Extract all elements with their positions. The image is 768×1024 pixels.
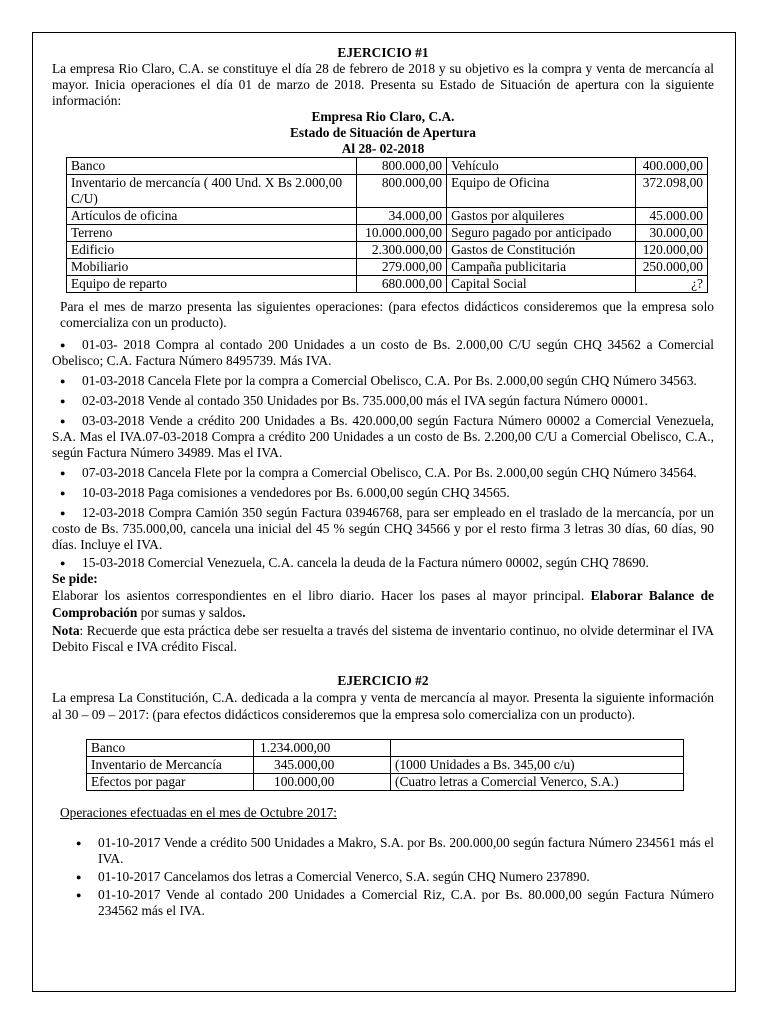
account-name: Banco [87,740,254,757]
account-name: Equipo de reparto [67,276,357,293]
march-intro: Para el mes de marzo presenta las siguientes operaciones: (para efectos didácticos consideremos que la empresa solo comercializa con un producto). [60,299,714,330]
statement-title: Estado de Situación de Apertura [290,125,476,140]
se-pide-emphasis: Elaborar Balance de Comprobación [52,588,714,620]
list-item: ● 02-03-2018 Vende al contado 350 Unidades por Bs. 735.000,00 más el IVA según factura Número 00001. [52,393,714,409]
account-amount: ¿? [636,276,708,293]
account-name: Inventario de mercancía ( 400 Und. X Bs 2.000,00 C/U) [67,175,357,208]
account-name: Gastos por alquileres [447,208,636,225]
se-pide-tail: por sumas y saldos [137,605,243,620]
list-item: ● 01-03-2018 Cancela Flete por la compra a Comercial Obelisco, C.A. Por Bs. 2.000,00 según CHQ Número 34563. [52,373,714,389]
account-amount: 120.000,00 [636,242,708,259]
initial-info-table [86,739,684,791]
opening-balance-table [66,157,708,293]
account-amount: 10.000.000,00 [357,225,447,242]
nota-text: : Recuerde que esta práctica debe ser resuelta a través del sistema de inventario continuo, no olvide determinar el IVA Debito Fiscal e IVA crédito Fiscal. [52,623,714,654]
account-note: (1000 Unidades a Bs. 345,00 c/u) [391,757,684,774]
account-amount: 800.000,00 [357,158,447,175]
exercise-1-intro: La empresa Rio Claro, C.A. se constituye el día 28 de febrero de 2018 y su objetivo es la compra y venta de mercancía al mayor. Inicia operaciones el día 01 de marzo de 2018. Presenta su Estado de Situación de apertura con la siguiente información: [52,61,714,108]
list-item: ● 12-03-2018 Compra Camión 350 según Factura 03946768, para ser empleado en el traslado de la mercancía, por un costo de Bs. 735.000,00, cancela una inicial del 45 % según CHQ 34566 y por el resto firma 3 letras 30 días, 60 días, 90 días. Incluye el IVA. [52,505,714,553]
october-ops-title: Operaciones efectuadas en el mes de Octubre 2017: [60,805,337,820]
account-name: Edificio [67,242,357,259]
account-amount: 345.000,00 [254,757,391,774]
se-pide-body: Elaborar los asientos correspondientes en el libro diario. Hacer los pases al mayor principal. [52,588,585,603]
account-note: (Cuatro letras a Comercial Venerco, S.A.) [391,774,684,791]
exercise-2-intro: La empresa La Constitución, C.A. dedicada a la compra y venta de mercancía al mayor. Presenta la siguiente información al 30 – 09 – 2017: (para efectos didácticos consideremos que la empresa solo comercializa con un producto). [52,690,714,722]
account-amount: 250.000,00 [636,259,708,276]
list-item: ● 03-03-2018 Vende a crédito 200 Unidades a Bs. 420.000,00 según Factura Número 00002 a Comercial Venezuela, S.A. Mas el IVA.07-03-2018 Compra a crédito 200 Unidades a un costo de Bs. 2.200,00 C/U a Comercial Obelisco, C.A., según Factura Número 34989. Mas el IVA. [52,413,714,461]
march-operations-list [52,337,714,571]
account-name: Banco [67,158,357,175]
table-row [67,276,708,293]
nota [52,623,714,655]
account-amount: 100.000,00 [254,774,391,791]
account-name: Vehículo [447,158,636,175]
account-name: Gastos de Constitución [447,242,636,259]
october-operations-list [52,835,714,919]
account-amount: 34.000,00 [357,208,447,225]
table-row [67,225,708,242]
account-note [391,740,684,757]
list-item: ● 07-03-2018 Cancela Flete por la compra a Comercial Obelisco, C.A. Por Bs. 2.000,00 según CHQ Número 34564. [52,465,714,481]
account-amount: 2.300.000,00 [357,242,447,259]
account-name: Efectos por pagar [87,774,254,791]
account-name: Seguro pagado por anticipado [447,225,636,242]
account-name: Artículos de oficina [67,208,357,225]
account-amount: 400.000,00 [636,158,708,175]
account-amount: 680.000,00 [357,276,447,293]
table-row [67,242,708,259]
account-amount: 1.234.000,00 [254,740,391,757]
nota-label: Nota [52,623,80,638]
table-row [67,158,708,175]
list-item: ● 01-03- 2018 Compra al contado 200 Unidades a un costo de Bs. 2.000,00 C/U según CHQ 34562 a Comercial Obelisco; C.A. Factura Número 8495739. Más IVA. [52,337,714,369]
account-amount: 45.000.00 [636,208,708,225]
se-pide-label: Se pide: [52,571,98,586]
account-name: Terreno [67,225,357,242]
account-amount: 279.000,00 [357,259,447,276]
account-name: Mobiliario [67,259,357,276]
account-name: Equipo de Oficina [447,175,636,208]
account-name: Capital Social [447,276,636,293]
table-row [87,774,684,791]
list-item: ● 01-10-2017 Cancelamos dos letras a Comercial Venerco, S.A. según CHQ Numero 237890. [52,869,714,885]
exercise-2-title: EJERCICIO #2 [337,673,429,688]
list-item: ● 01-10-2017 Vende al contado 200 Unidades a Comercial Riz, C.A. por Bs. 80.000,00 según Factura Número 234562 más el IVA. [52,887,714,919]
statement-date: Al 28- 02-2018 [341,141,425,156]
document [52,41,714,919]
table-row [87,757,684,774]
se-pide-dot: . [242,605,246,620]
company-name: Empresa Rio Claro, C.A. [311,109,455,124]
table-row [67,259,708,276]
table-row [67,208,708,225]
exercise-1-title: EJERCICIO #1 [337,45,429,60]
account-amount: 372.098,00 [636,175,708,208]
se-pide-text [52,587,714,621]
table-row [87,740,684,757]
list-item: ● 15-03-2018 Comercial Venezuela, C.A. cancela la deuda de la Factura número 00002, según CHQ 78690. [52,555,714,571]
account-amount: 30.000,00 [636,225,708,242]
list-item: ● 10-03-2018 Paga comisiones a vendedores por Bs. 6.000,00 según CHQ 34565. [52,485,714,501]
account-name: Inventario de Mercancía [87,757,254,774]
table-row [67,175,708,208]
account-name: Campaña publicitaria [447,259,636,276]
list-item: ● 01-10-2017 Vende a crédito 500 Unidades a Makro, S.A. por Bs. 200.000,00 según factura Número 234561 más el IVA. [52,835,714,867]
account-amount: 800.000,00 [357,175,447,208]
